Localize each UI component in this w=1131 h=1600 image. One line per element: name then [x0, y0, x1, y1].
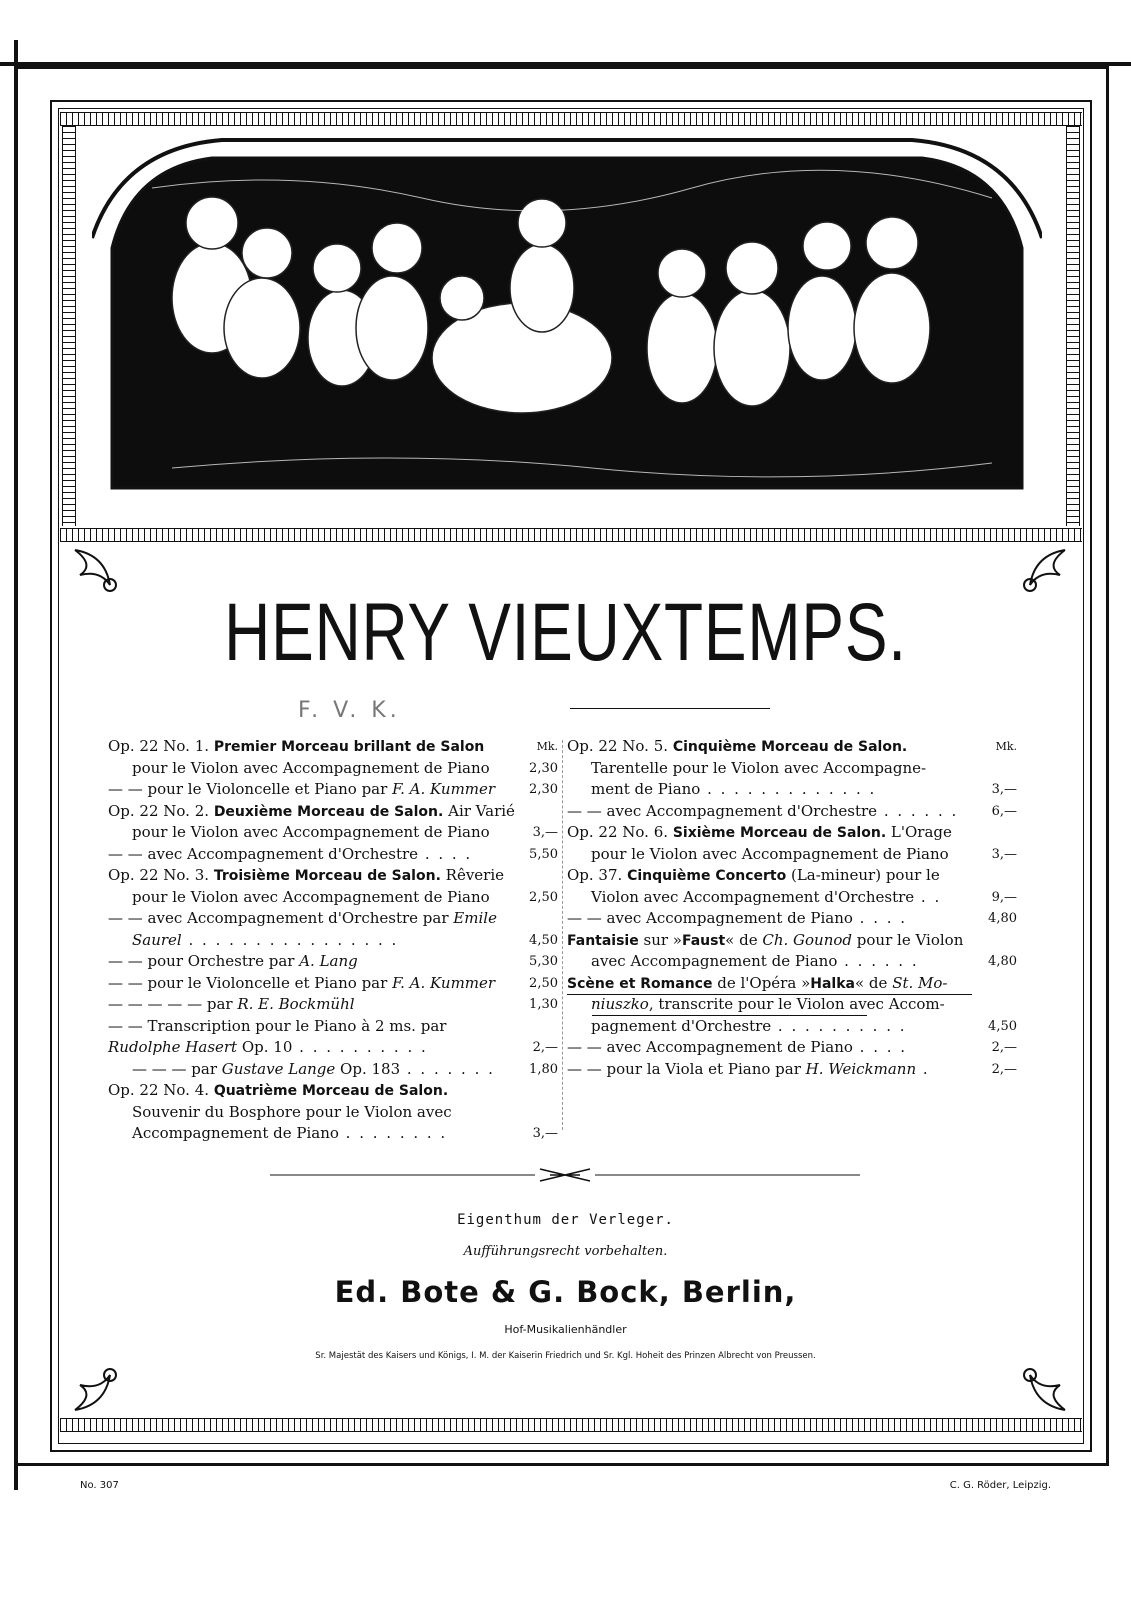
work-text: Air Varié: [443, 801, 515, 820]
price: 2,—: [532, 1040, 558, 1055]
work-text: — — pour le Violoncelle et Piano par: [108, 973, 393, 992]
work-line: [108, 779, 558, 801]
arranger-name: F. A. Kummer: [392, 780, 496, 798]
leader-dots: . . . . . .: [837, 952, 919, 970]
work-line: [108, 994, 558, 1016]
work-title: Faust: [681, 932, 726, 949]
work-line: [567, 865, 1017, 887]
work-line: [108, 887, 558, 909]
arranger-name: A. Lang: [299, 952, 358, 970]
work-line: [108, 1123, 558, 1145]
cherub-procession-illustration: [92, 128, 1042, 508]
price: 3,—: [532, 1126, 558, 1141]
publisher-property-note: Eigenthum der Verleger.: [457, 1212, 674, 1228]
work-title: Premier Morceau brillant de Salon: [213, 739, 485, 755]
leader-dots: . . . . . .: [877, 801, 959, 820]
price: 9,—: [991, 889, 1017, 905]
price: 3,—: [532, 825, 558, 840]
work-text: Op. 22 No. 6.: [567, 823, 673, 841]
leader-dots: . . . .: [418, 844, 473, 863]
price: 2,—: [991, 1061, 1017, 1077]
currency-label-right: Mk.: [995, 740, 1017, 753]
price: 4,80: [988, 911, 1017, 926]
price: 2,30: [529, 782, 558, 797]
work-title: Sixième Morceau de Salon.: [672, 825, 887, 841]
work-entry: [567, 865, 1017, 930]
arranger-name: Gustave Lange: [221, 1059, 336, 1078]
work-entry: [108, 736, 558, 801]
work-text: — — avec Accompagnement d'Orchestre: [108, 844, 419, 863]
work-text: Rêverie: [440, 866, 505, 884]
work-line: [108, 822, 558, 844]
work-text: — — pour le Violoncelle et Piano par: [108, 780, 393, 798]
ornament-border-bottom: [60, 1418, 1082, 1432]
work-text: Op. 10: [237, 1038, 293, 1056]
work-line: [108, 758, 558, 780]
arranger-name: F. A. Kummer: [392, 973, 496, 992]
leader-dots: . . . . . . . . . . . . .: [700, 780, 877, 798]
work-title: Scène et Romance: [567, 975, 713, 992]
work-line: [567, 1016, 1017, 1038]
work-line: [108, 736, 558, 758]
work-line: [108, 1037, 558, 1059]
price: 5,50: [529, 846, 558, 862]
work-text: L'Orage: [886, 823, 952, 841]
work-title: Cinquième Morceau de Salon.: [672, 739, 908, 755]
works-column-left: [108, 736, 558, 1145]
work-line: [567, 779, 1017, 801]
work-text: — — — par: [132, 1059, 222, 1078]
works-column-right: [567, 736, 1017, 1080]
performance-rights-note: Aufführungsrecht vorbehalten.: [463, 1244, 668, 1259]
work-text: Op. 22 No. 4.: [108, 1081, 214, 1099]
leader-dots: . . . . . . . .: [338, 1124, 448, 1142]
arranger-name: Rudolphe Hasert: [108, 1038, 238, 1056]
ornament-border-right: [1066, 126, 1080, 526]
price: 6,—: [991, 803, 1017, 819]
work-title: Deuxième Morceau de Salon.: [213, 803, 444, 820]
work-title: Fantaisie: [567, 932, 639, 949]
work-text: « de: [854, 973, 893, 992]
price: 1,30: [529, 997, 558, 1012]
work-line: [108, 801, 558, 823]
work-line: [108, 951, 558, 973]
work-text: — — pour Orchestre par: [108, 952, 300, 970]
arranger-name: niuszko: [591, 995, 649, 1013]
faust-underline-2: [592, 1015, 867, 1016]
leader-dots: . . . . . . . . . . . . . . . .: [181, 930, 399, 949]
work-line: [108, 973, 558, 995]
arranger-name: Saurel: [132, 930, 182, 949]
publisher-subtitle: Hof-Musikalienhändler: [504, 1323, 627, 1336]
work-text: Op. 183: [335, 1059, 401, 1078]
work-text: Souvenir du Bosphore pour le Violon avec: [132, 1102, 452, 1121]
handwritten-scribble: F. V. K.: [298, 698, 401, 723]
work-title: Troisième Morceau de Salon.: [213, 868, 441, 884]
work-text: Accompagnement de Piano: [132, 1124, 339, 1142]
work-line: [567, 801, 1017, 823]
arranger-name: Ch. Gounod: [762, 930, 853, 949]
price: 4,50: [988, 1018, 1017, 1034]
work-text: pour le Violon avec Accompagnement de Piano: [132, 887, 490, 906]
work-entry: [108, 865, 558, 1080]
work-text: — — avec Accompagnement de Piano: [567, 1038, 853, 1056]
work-entry: [108, 801, 558, 866]
price: 5,30: [529, 954, 558, 969]
work-text: Op. 22 No. 2.: [108, 801, 214, 820]
column-divider: [562, 740, 564, 1130]
price: 2,50: [529, 975, 558, 991]
leader-dots: . .: [914, 887, 942, 906]
price: 2,—: [991, 1040, 1017, 1055]
ornament-border-left: [62, 126, 76, 526]
work-text: — — pour la Viola et Piano par: [567, 1059, 806, 1078]
printer-credit: C. G. Röder, Leipzig.: [949, 1480, 1051, 1491]
work-text: pour le Violon: [852, 930, 964, 949]
title-rule: [570, 708, 770, 709]
work-text: Tarentelle pour le Violon avec Accompagne-: [591, 758, 927, 777]
work-line: [567, 736, 1017, 758]
work-entry: [108, 1080, 558, 1145]
work-line: [567, 887, 1017, 909]
work-text: pagnement d'Orchestre: [591, 1016, 772, 1035]
work-text: — — — — — par: [108, 995, 238, 1013]
publisher-name: Ed. Bote & G. Bock, Berlin,: [334, 1275, 797, 1309]
work-line: [567, 758, 1017, 780]
work-text: — — avec Accompagnement d'Orchestre: [567, 801, 878, 820]
work-line: [567, 994, 1017, 1016]
faust-underline-1: [567, 994, 972, 995]
work-text: Op. 37.: [567, 866, 628, 884]
work-line: [108, 908, 558, 930]
work-line: [108, 844, 558, 866]
work-entry: [567, 973, 1017, 1081]
ornament-corner-top-right: [1000, 545, 1070, 615]
price: 4,80: [988, 954, 1017, 969]
arranger-name: Emile: [453, 909, 497, 927]
ornament-border-mid: [60, 528, 1082, 542]
ornament-border-top: [60, 112, 1082, 126]
work-line: [108, 930, 558, 952]
work-line: [567, 973, 1017, 995]
arranger-name: R. E. Bockmühl: [237, 995, 355, 1013]
leader-dots: .: [916, 1059, 930, 1078]
work-text: pour le Violon avec Accompagnement de Piano: [132, 758, 490, 777]
price: 4,50: [529, 932, 558, 948]
work-line: [567, 822, 1017, 844]
work-line: [108, 1080, 558, 1102]
price: 3,—: [991, 846, 1017, 862]
price: 2,30: [529, 760, 558, 776]
plate-number: No. 307: [80, 1480, 119, 1491]
work-entry: [567, 822, 1017, 865]
work-text: avec Accompagnement de Piano: [591, 952, 838, 970]
price: 2,50: [529, 889, 558, 905]
leader-dots: . . . .: [852, 909, 908, 927]
work-text: sur »: [638, 930, 682, 949]
publisher-royal-warrant: Sr. Majestät des Kaisers und Königs, I. M. der Kaiserin Friedrich und Sr. Kgl. Hoheit des Prinzen Albrecht von Preussen.: [315, 1351, 816, 1361]
work-title: Quatrième Morceau de Salon.: [213, 1083, 449, 1099]
work-line: [108, 865, 558, 887]
work-line: [567, 1059, 1017, 1081]
work-text: — — avec Accompagnement de Piano: [567, 909, 853, 927]
currency-label-left: Mk.: [536, 740, 558, 753]
work-text: Op. 22 No. 5.: [567, 737, 673, 755]
work-line: [567, 930, 1017, 952]
price: 3,—: [991, 782, 1017, 797]
work-entry: [567, 736, 1017, 822]
work-text: (La-mineur) pour le: [786, 866, 940, 884]
arranger-name: H. Weickmann: [805, 1059, 917, 1078]
work-text: pour le Violon avec Accompagnement de Piano: [591, 844, 949, 863]
leader-dots: . . . . . . . . . .: [771, 1016, 907, 1035]
price: 1,80: [529, 1061, 558, 1077]
work-text: pour le Violon avec Accompagnement de Piano: [132, 823, 490, 841]
work-line: [567, 1037, 1017, 1059]
work-line: [567, 951, 1017, 973]
work-text: — — avec Accompagnement d'Orchestre par: [108, 909, 454, 927]
work-title: Cinquième Concerto: [627, 868, 787, 884]
work-line: [108, 1016, 558, 1038]
work-entry: [567, 930, 1017, 973]
work-line: [108, 1059, 558, 1081]
work-text: « de: [725, 930, 763, 949]
leader-dots: . . . .: [852, 1038, 908, 1056]
ornament-separator: [270, 1167, 860, 1183]
arranger-name: St. Mo-: [892, 973, 948, 992]
work-text: Op. 22 No. 1.: [108, 737, 214, 755]
work-text: ment de Piano: [591, 780, 701, 798]
work-text: Violon avec Accompagnement d'Orchestre: [591, 887, 915, 906]
work-title: Halka: [810, 975, 855, 992]
work-text: , transcrite pour le Violon avec Accom-: [648, 995, 945, 1013]
work-text: de l'Opéra »: [712, 973, 811, 992]
work-line: [567, 844, 1017, 866]
leader-dots: . . . . . . . . . .: [292, 1038, 428, 1056]
work-line: [567, 908, 1017, 930]
composer-title: HENRY VIEUXTEMPS.: [224, 587, 907, 678]
work-text: — — Transcription pour le Piano à 2 ms. par: [108, 1016, 447, 1035]
work-line: [108, 1102, 558, 1124]
work-text: Op. 22 No. 3.: [108, 866, 214, 884]
leader-dots: . . . . . . .: [400, 1059, 495, 1078]
